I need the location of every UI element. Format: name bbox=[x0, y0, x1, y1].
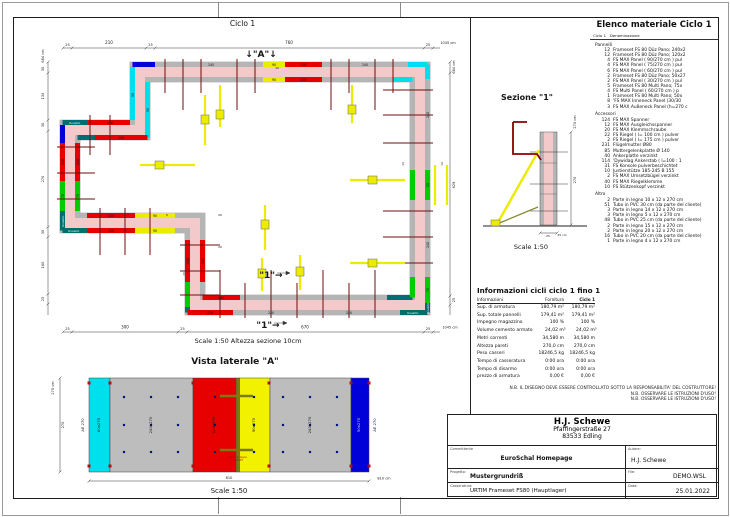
joint-mark bbox=[268, 382, 271, 385]
cycle-col-info: Informazioni bbox=[477, 297, 503, 302]
cycle-row-label: Impegno magazzino bbox=[477, 320, 523, 326]
material-qty: 114 bbox=[601, 158, 610, 164]
drawing-label: Unverkl. bbox=[69, 121, 81, 125]
material-qty: 31 bbox=[604, 164, 610, 170]
material-desc: FS MAX Panel ( 30/270 cm ) pul bbox=[613, 78, 683, 84]
drawing-label: 20 bbox=[218, 213, 222, 217]
material-group-name: Pannelli bbox=[595, 42, 613, 48]
drawing-label: 629 bbox=[452, 181, 456, 189]
drawing-label: 120 bbox=[107, 229, 115, 233]
drawing-label: 120 bbox=[117, 136, 125, 140]
drawing-label: Scale 1:50 bbox=[210, 487, 248, 495]
drawing-label: 30 bbox=[41, 229, 45, 235]
plan-cycle-title: Ciclo 1 bbox=[229, 19, 256, 28]
joint-mark bbox=[192, 465, 195, 468]
material-desc: 'FS MAX Inneneck Panel (30/30 bbox=[613, 99, 682, 105]
tie-dot bbox=[150, 396, 152, 398]
material-qty: 231 bbox=[601, 143, 610, 149]
drawing-label: 25 bbox=[65, 327, 70, 331]
material-desc: Frameset FS 80 Multi Pano; 50x bbox=[613, 94, 683, 100]
material-groups bbox=[590, 43, 718, 245]
drawing-label: Unverkl. bbox=[407, 311, 419, 315]
cycle-row-fornitura: 180,79 m² bbox=[540, 305, 564, 310]
material-qty: 10 bbox=[604, 169, 610, 175]
drawing-label: 240 bbox=[267, 311, 275, 315]
cycle-info-title: Informazioni cicli ciclo 1 fino 1 bbox=[477, 286, 601, 295]
cycle-row-ciclo1: 24,02 m³ bbox=[576, 328, 597, 334]
drawing-label: 120 bbox=[106, 121, 114, 125]
material-group-name: Altro bbox=[595, 192, 606, 198]
material-desc: Parte in legno 15 x 12 x 270 cm bbox=[613, 223, 684, 229]
cycle-info-rows bbox=[477, 304, 595, 381]
drawing-label: 120 bbox=[107, 214, 115, 218]
drawing-label: 25 bbox=[148, 43, 153, 47]
drawing-label: 5 bbox=[166, 213, 168, 217]
material-qty: 2 bbox=[607, 73, 610, 79]
material-desc: FS Multi Panel ( 60/270 cm ) p bbox=[613, 89, 679, 95]
material-qty: 40 bbox=[604, 179, 610, 185]
cycle-row-ciclo1: 100 % bbox=[580, 320, 595, 326]
drawing-label: 684 cm bbox=[41, 49, 45, 63]
material-list bbox=[590, 20, 718, 244]
material-list-title: Elenco materiale Ciclo 1 bbox=[596, 20, 712, 30]
tie-dot bbox=[282, 424, 284, 426]
material-desc: Parte in legno 20 x 12 x 270 cm bbox=[613, 228, 684, 234]
tie-dot bbox=[150, 451, 152, 453]
company-name: H.J. Schewe bbox=[553, 417, 611, 427]
drawing-label: 25 bbox=[546, 234, 550, 238]
company-street: Pfaffingerstraße 27 bbox=[553, 426, 611, 433]
material-qty: 1 bbox=[607, 94, 610, 100]
title-block bbox=[447, 414, 717, 497]
cycle-info-row bbox=[477, 319, 595, 327]
tie-dot bbox=[309, 451, 311, 453]
drawing-label: 240x270 bbox=[148, 416, 153, 434]
drawing-label: 300 bbox=[121, 324, 129, 330]
drawing-label: 50x270 bbox=[356, 417, 361, 433]
cycle-row-fornitura: 270,0 cm bbox=[542, 343, 564, 349]
material-qty: 3 bbox=[607, 213, 610, 219]
drawing-label: Scale 1:50 bbox=[513, 243, 549, 251]
material-row bbox=[590, 239, 718, 244]
drawing-label: Unverkl. bbox=[68, 229, 80, 233]
disclaimer-notes bbox=[447, 386, 716, 403]
cycle-info-table bbox=[477, 286, 601, 381]
material-qty: 8 bbox=[607, 99, 610, 105]
drawing-label: 1045 cm bbox=[442, 325, 458, 330]
material-desc: FS MAX Panel ( 60/270 cm ) pul bbox=[613, 68, 683, 74]
material-qty: 3 bbox=[607, 104, 610, 110]
material-qty: 12 bbox=[604, 122, 610, 128]
drawing-label: 15 bbox=[182, 272, 186, 276]
cycle-row-fornitura: 0:00 ora bbox=[545, 358, 564, 364]
drawing-label: 10x270 bbox=[233, 459, 243, 462]
drawing-label: 25 bbox=[425, 43, 431, 47]
cycle-row-ciclo1: 18246,5 kg bbox=[569, 351, 595, 357]
drawing-label: 810 cm bbox=[377, 476, 391, 481]
cycle-row-label: Altezza pareti bbox=[477, 343, 508, 349]
drawing-label: 75 bbox=[76, 193, 80, 199]
material-row bbox=[590, 105, 718, 110]
tie-dot bbox=[123, 396, 125, 398]
tie-dot bbox=[177, 451, 179, 453]
drawing-label: 120x270 bbox=[211, 416, 216, 434]
tie-dot bbox=[253, 396, 255, 398]
field-label: Autore: bbox=[628, 447, 641, 451]
material-desc: Tubo in PVC 20 cm (da parte del cliente) bbox=[613, 233, 702, 239]
tie-dot bbox=[214, 396, 216, 398]
drawing-label: 240 bbox=[345, 311, 353, 315]
field-value: H.J. Schewe bbox=[631, 457, 667, 464]
material-qty: 4 bbox=[607, 63, 610, 69]
material-qty: 2 bbox=[607, 78, 610, 84]
joint-mark bbox=[350, 465, 353, 468]
tie-dot bbox=[282, 451, 284, 453]
drawing-label: 75 bbox=[61, 193, 65, 199]
tie-rods bbox=[57, 59, 433, 318]
material-desc: FS Stützenkopf verzinkt bbox=[613, 184, 665, 190]
material-desc: FS MAX Außeneck Panel (h=270 c bbox=[613, 104, 688, 110]
drawing-label: 270 cm bbox=[573, 115, 577, 129]
material-qty: 2 bbox=[607, 138, 610, 144]
cycle-row-label: Tempo di disarmo bbox=[477, 366, 517, 372]
drawing-label: 30 bbox=[41, 66, 45, 72]
field-file bbox=[626, 469, 718, 483]
drawing-label: Unverkl. bbox=[61, 215, 65, 227]
material-desc: Ankerplatte verzinkt bbox=[613, 153, 658, 159]
field-value: Mustergrundriß bbox=[470, 473, 524, 480]
material-qty: 51 bbox=[604, 202, 610, 208]
material-qty: 124 bbox=[601, 117, 610, 123]
material-desc: Parte in legno 4 x 12 x 270 cm bbox=[613, 239, 681, 245]
tie-dot bbox=[336, 424, 338, 426]
material-desc: Parte in legno 10 x 12 x 270 cm bbox=[613, 197, 684, 203]
drawing-label: 14 bbox=[401, 162, 405, 166]
drawing-label: "1"→ bbox=[256, 321, 280, 331]
material-qty: 48 bbox=[604, 218, 610, 224]
material-qty: 2 bbox=[607, 174, 610, 180]
material-qty: 22 bbox=[604, 133, 610, 139]
field-label: Progetto: bbox=[450, 470, 466, 474]
joint-mark bbox=[109, 465, 112, 468]
cycle-row-fornitura: 18246,5 kg bbox=[538, 351, 564, 357]
material-desc: FS MAX Panel ( 75/270 cm ) pul bbox=[613, 63, 683, 69]
drawing-label: 60x270 bbox=[96, 417, 101, 433]
drawing-label: AE 270 bbox=[80, 418, 85, 432]
material-desc: Muttergelenkplatte Ø 140 bbox=[613, 148, 670, 154]
joint-mark bbox=[88, 465, 91, 468]
drawing-label: Sezione "1" bbox=[501, 93, 553, 102]
prop-brace bbox=[497, 150, 539, 224]
tie-dot bbox=[177, 424, 179, 426]
drawing-label: 90 bbox=[146, 107, 150, 113]
material-desc: FS MAX Riegelklemme bbox=[613, 179, 663, 185]
material-qty: 2 bbox=[607, 223, 610, 229]
cycle-col-ciclo1: Ciclo 1 bbox=[579, 297, 595, 302]
material-group-name: Accessori bbox=[595, 112, 616, 118]
drawing-label: 90 bbox=[271, 78, 277, 82]
prop-foot bbox=[491, 220, 500, 226]
drawing-label: 25 bbox=[180, 327, 185, 331]
material-list-header bbox=[590, 33, 718, 40]
cycle-row-fornitura: 0,00 € bbox=[549, 374, 564, 380]
cycle-info-row bbox=[477, 343, 595, 351]
field-value: EuroSchal Homepage bbox=[500, 455, 573, 462]
cycle-row-label: prezzo di armatura bbox=[477, 374, 520, 380]
joint-mark bbox=[109, 382, 112, 385]
side-view-drawing bbox=[20, 352, 440, 497]
material-desc: Frameset FS 80 Düz Pano; 50x27 bbox=[613, 73, 686, 79]
field-casseratura bbox=[448, 483, 626, 498]
sezione-labels bbox=[501, 93, 577, 251]
drawing-label: 240 bbox=[207, 63, 215, 67]
material-desc: Frameset FS 80 Düz Pano; 240x2 bbox=[613, 47, 686, 53]
drawing-label: 270 bbox=[61, 421, 65, 429]
drawing-label: 120 bbox=[217, 296, 225, 300]
tie-dot bbox=[177, 396, 179, 398]
drawing-label: 670 bbox=[301, 324, 309, 330]
tie-dot bbox=[123, 451, 125, 453]
cycle-info-row bbox=[477, 366, 595, 374]
material-col-qty: Ciclo 1 bbox=[593, 33, 606, 38]
material-qty: 12 bbox=[604, 53, 610, 59]
drawing-label: 25 bbox=[41, 296, 45, 302]
drawing-label: 25 bbox=[425, 327, 431, 331]
tie-dot bbox=[214, 451, 216, 453]
cycle-row-ciclo1: 179,41 m² bbox=[571, 312, 595, 318]
fold-mark bbox=[400, 497, 401, 514]
material-qty: 20 bbox=[604, 128, 610, 133]
company-header bbox=[448, 415, 716, 446]
drawing-label: AE 270 bbox=[372, 418, 377, 432]
cycle-info-header bbox=[477, 297, 595, 304]
floor-plan-drawing bbox=[15, 15, 470, 350]
cycle-row-label: Volume cemento armato bbox=[477, 328, 533, 334]
tie-dot bbox=[253, 451, 255, 453]
material-desc: Tubo in PVC 30 cm (da parte del cliente) bbox=[613, 202, 702, 208]
drawing-label: 90 bbox=[271, 63, 277, 67]
drawing-label: 90x270 bbox=[251, 417, 256, 433]
material-desc: Frameset FS 80 Düz Pano; 120x2 bbox=[613, 53, 686, 59]
material-desc: FS Riegel ( l= 175 cm ) pulver bbox=[613, 138, 679, 144]
drawing-label: 270 bbox=[573, 176, 577, 184]
drawing-label: 120 bbox=[76, 158, 80, 166]
cycle-info-row bbox=[477, 350, 595, 358]
material-qty: 12 bbox=[604, 47, 610, 53]
drawing-label: 240 bbox=[426, 241, 430, 249]
drawing-label: Scale 1:50 Altezza sezione 10cm bbox=[194, 337, 302, 345]
material-qty: 5 bbox=[607, 84, 610, 89]
material-desc: Parte in legno 5 x 12 x 270 cm bbox=[613, 213, 681, 219]
cycle-row-ciclo1: 0,00 € bbox=[580, 374, 595, 380]
cycle-info-row bbox=[477, 304, 595, 312]
material-qty: 40 bbox=[604, 153, 610, 159]
material-desc: FS Konsole pulverbeschichtet bbox=[613, 164, 678, 170]
drawing-label: 1045 cm bbox=[440, 41, 456, 45]
drawing-label: 50 bbox=[426, 182, 430, 188]
drawing-label: "1"→ bbox=[259, 271, 283, 281]
drawing-label: Unverkl. bbox=[426, 302, 430, 314]
material-desc: 'Dywidag Ankerstab ( l=100 : 1 bbox=[613, 158, 682, 164]
field-value: URTIM Frameset FS80 (Hauptlager) bbox=[470, 487, 567, 494]
field-value: 25.01.2022 bbox=[675, 487, 710, 495]
material-desc: FS MAX Ausgleichsspanner bbox=[613, 122, 673, 128]
drawing-label: 90 bbox=[131, 92, 135, 98]
drawing-label: 25 cm bbox=[557, 233, 567, 237]
drawing-label: 120 bbox=[186, 257, 190, 265]
drawing-label: 20 bbox=[218, 245, 222, 249]
material-col-desc: Denominazione bbox=[610, 33, 640, 38]
drawing-label: 14 bbox=[440, 162, 444, 166]
drawing-label: 120 bbox=[206, 311, 214, 315]
note-line: N.B. OSSERVARE LE ISTRUZIONI D'USO! bbox=[630, 397, 716, 403]
fold-mark bbox=[218, 497, 219, 514]
joint-mark bbox=[268, 465, 271, 468]
field-committente bbox=[448, 446, 626, 469]
drawing-label: 240x270 bbox=[307, 416, 312, 434]
material-desc: Flügelmutter Ø80 bbox=[613, 143, 652, 149]
material-qty: 3 bbox=[607, 208, 610, 214]
cycle-row-fornitura: 34,580 m bbox=[542, 335, 564, 341]
formwork-panels bbox=[63, 65, 428, 313]
drawing-label: ↓"A"↓ bbox=[245, 50, 277, 60]
tie-dot bbox=[336, 451, 338, 453]
drawing-label: 25 bbox=[452, 297, 456, 303]
cycle-info-row bbox=[477, 373, 595, 381]
drawing-label: 25 bbox=[65, 43, 70, 47]
note-line: N.B. OSSERVARE LE ISTRUZIONI D'USO! bbox=[630, 391, 716, 397]
cycle-info-row bbox=[477, 358, 595, 366]
drawing-label: 120 bbox=[201, 257, 205, 265]
cycle-row-label: Sup. di armatura bbox=[477, 305, 515, 310]
drawing-label: 120 bbox=[299, 78, 307, 82]
material-qty: 85 bbox=[604, 148, 610, 154]
material-desc: FS MAX Spanner bbox=[613, 117, 650, 123]
drawing-label: 684 cm bbox=[452, 60, 456, 74]
cycle-row-ciclo1: 270,0 cm bbox=[573, 343, 595, 349]
material-desc: FS MAX Panel ( 90/270 cm ) pul bbox=[613, 58, 683, 64]
material-qty: 6 bbox=[607, 68, 610, 74]
material-desc: FS MAX Umsetzbügel verzinkt bbox=[613, 174, 679, 180]
drawing-label: 120 bbox=[61, 158, 65, 166]
drawing-label: 75 bbox=[426, 287, 430, 293]
cycle-row-fornitura: 24,02 m³ bbox=[545, 328, 566, 334]
material-qty: 4 bbox=[607, 89, 610, 95]
cycle-row-ciclo1: 0:00 ora bbox=[576, 366, 595, 372]
material-qty: 10 bbox=[604, 184, 610, 190]
cycle-row-label: Metri correnti bbox=[477, 335, 508, 341]
material-desc: FS MAX Klemmschraube bbox=[613, 128, 667, 133]
material-row bbox=[590, 185, 718, 190]
material-qty: 2 bbox=[607, 197, 610, 203]
drawing-label: 810 bbox=[225, 476, 233, 480]
material-desc: Tubo in PVC 25 cm (da parte del cliente) bbox=[613, 218, 702, 224]
cycle-row-ciclo1: 0:00 ora bbox=[576, 358, 595, 364]
field-progetto bbox=[448, 469, 626, 483]
drawing-label: 760 bbox=[285, 40, 293, 45]
field-data bbox=[626, 483, 718, 498]
cycle-row-fornitura: 0:00 ora bbox=[545, 366, 564, 372]
material-desc: Frameset FS 80 Multi Pano; 75x bbox=[613, 84, 683, 89]
drawing-label: 270 bbox=[41, 175, 45, 183]
material-desc: Parte in legno 14 x 12 x 270 cm bbox=[613, 208, 684, 214]
drawing-label: 10 bbox=[275, 66, 279, 70]
cycle-row-ciclo1: 180,79 m² bbox=[571, 305, 595, 310]
joint-mark bbox=[350, 382, 353, 385]
field-label: Committente bbox=[450, 447, 474, 451]
cycle-col-fornitura: Fornitura bbox=[545, 297, 564, 302]
cycle-row-label: Peso casseri bbox=[477, 351, 505, 357]
material-qty: 2 bbox=[607, 228, 610, 234]
konsole-bracket bbox=[513, 122, 541, 160]
field-label: Data: bbox=[628, 484, 638, 488]
tie-dot bbox=[282, 396, 284, 398]
frame-divider bbox=[470, 17, 471, 414]
cycle-info-row bbox=[477, 327, 595, 335]
tie-dot bbox=[309, 396, 311, 398]
cycle-info-row bbox=[477, 335, 595, 343]
drawing-label: Vista laterale "A" bbox=[191, 357, 279, 367]
tie-dot bbox=[336, 396, 338, 398]
drawing-label: 240 bbox=[426, 111, 430, 119]
material-qty: 16 bbox=[604, 233, 610, 239]
drawing-label: 30 bbox=[41, 122, 45, 128]
field-label: Casseratura: bbox=[450, 484, 473, 488]
section-1-drawing bbox=[475, 88, 595, 263]
drawing-label: 270 cm bbox=[51, 381, 55, 395]
tie-dot bbox=[123, 424, 125, 426]
joint-mark bbox=[192, 382, 195, 385]
drawing-label: 90 bbox=[152, 214, 158, 218]
field-autore bbox=[626, 446, 718, 469]
field-value: DEMO.WSL bbox=[672, 473, 706, 480]
note-line: N.B. IL DISEGNO DEVE ESSERE CONTROLLATO SOTTO LA RESPONSABILITA' DEL COSTRUTTORE! bbox=[509, 386, 716, 391]
material-desc: Justierstütze 185-245 B 155 bbox=[613, 169, 675, 175]
material-desc: FS Riegel ( l= 100 cm ) pulver bbox=[613, 133, 679, 139]
drawing-label: 240 bbox=[361, 63, 369, 67]
drawing-label: 120 bbox=[299, 63, 307, 67]
joint-mark bbox=[88, 382, 91, 385]
drawing-label: Parte in legno bbox=[229, 456, 247, 459]
company-city: 83533 Edling bbox=[562, 432, 602, 440]
material-qty: 4 bbox=[607, 58, 610, 64]
joint-mark bbox=[368, 465, 371, 468]
cycle-row-label: Tempo di casseratura bbox=[477, 358, 526, 364]
cycle-row-label: Sup. totale pannelli bbox=[477, 312, 521, 318]
drawing-label: 134 bbox=[41, 92, 45, 100]
drawing-label: 210 bbox=[105, 40, 113, 45]
drawing-label: 160 bbox=[41, 261, 45, 269]
cycle-info-row bbox=[477, 312, 595, 320]
cycle-row-fornitura: 179,41 m² bbox=[540, 312, 564, 318]
field-label: File: bbox=[628, 470, 636, 474]
material-qty: 1 bbox=[607, 239, 610, 245]
drawing-label: 90 bbox=[152, 229, 158, 233]
cycle-row-fornitura: 100 % bbox=[549, 320, 564, 326]
joint-mark bbox=[368, 382, 371, 385]
cycle-row-ciclo1: 34,580 m bbox=[573, 335, 595, 341]
